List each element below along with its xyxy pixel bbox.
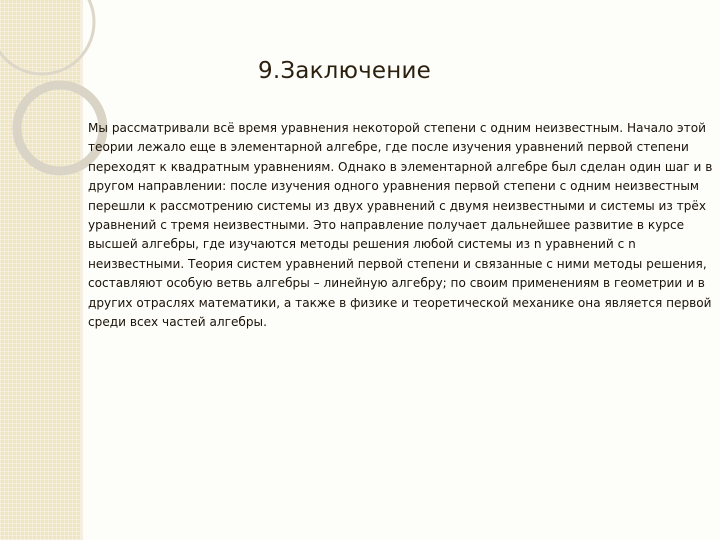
slide-body-text: Мы рассматривали всё время уравнения некоторой степени с одним неизвестным. Начало этой теории лежало еще в элементарной алгебре, где после изучения уравнений первой степени переходят к квадратным уравнениям. Однако в элементарной алгебре был сделан один шаг и в другом направлении: после изучения одного уравнения первой степени с одним неизвестным перешли к рассмотрению системы из двух уравнений с двумя неизвестными и системы из трёх уравнений с тремя неизвестными. Это направление получает дальнейшее развитие в курсе высшей алгебры, где изучаются методы решения любой системы из n уравнений с n неизвестными. Теория систем уравнений первой степени и связанные с ними методы решения, составляют особую ветвь алгебры – линейную алгебру; по своим применениям в геометрии и в других отраслях математики, а также в физике и теоретической механике она является первой среди всех частей алгебры. [88, 121, 713, 330]
ring-large [0, 0, 94, 74]
slide-title: 9.Заключение [258, 58, 432, 84]
